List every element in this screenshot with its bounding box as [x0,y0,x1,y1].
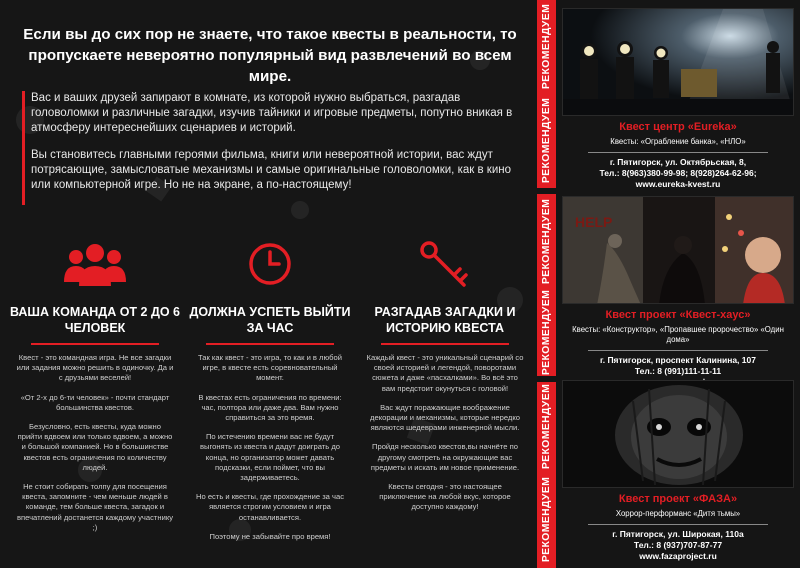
column-team [8,238,182,542]
intro-paragraph-2: Вы становитесь главными героями фильма, книги или невероятной истории, вас ждут потрясающие, замысловатые механизмы и самые оригинальные головоломки, как в кино или компьютерной игре. Но не на экране, а по-настоящему! [31,149,511,191]
column-paragraph: Вас ждут поражающие воображение декорации и механизмы, которые нередко являются шедеврами инженерной мысли. [370,402,520,433]
quest-card-faza [562,380,794,562]
column-paragraph: Каждый квест - это уникальный сценарий со своей историей и легендой, поворотами сюжета и даже «пасхалками». Во всё это вам предстоит окунуться с головой! [366,353,524,393]
quest-photo [562,380,794,488]
recommendations-panel [556,0,800,568]
quest-title: Квест центр «Eureka» [619,121,737,133]
column-paragraph: По истечению времени вас не будут выгонять из квеста и дадут доиграть до конца, но организатор может давать подсказки, если поймет, что вы задерживаетесь. [200,432,340,483]
divider [206,343,334,345]
quest-photo [562,8,794,116]
divider [31,343,159,345]
column-title: ВАША КОМАНДА ОТ 2 ДО 6 ЧЕЛОВЕК [9,305,181,335]
column-paragraph: В квестах есть ограничения по времени: час, полтора или даже два. Вам нужно справиться за это время. [198,392,342,423]
column-paragraph: Квесты сегодня - это настоящее приключение на любой вкус, которое доступно каждому! [379,482,511,512]
strip-label: РЕКОМЕНДУЕМ [541,198,553,284]
column-body [358,353,532,513]
quest-subtitle: Квесты: «Конструктор», «Пропавшее пророчество» «Один дома» [572,325,784,344]
column-paragraph: Квест - это командная игра. Не все загадки или задания можно решить в одиночку. Да и с друзьями веселей! [16,353,174,383]
quest-address: г. Пятигорск, проспект Калинина, 107 [600,355,756,365]
quest-address: г. Пятигорск, ул. Октябрьская, 8, [609,157,747,167]
column-time [183,238,357,551]
people-icon [8,238,182,290]
quest-card-eureka [562,8,794,190]
recommend-strip [537,0,556,568]
column-paragraph: Пройдя несколько квестов,вы начнёте по другому смотреть на окружающие вас предметы и искать им новое применение. [370,442,520,472]
strip-label: РЕКОМЕНДУЕМ [541,97,553,183]
quest-card-kvest-haus [562,196,794,388]
quest-phone: Тел.: 8 (937)707-87-77 [633,540,723,550]
intro-block [22,91,522,205]
divider [588,350,768,351]
column-body [183,353,357,542]
column-paragraph: Не стоит собирать толпу для посещения квеста, запомните - чем меньше людей в команде, тем больше квеста, загадок и впечатлений достанется каждому участнику ;) [16,482,174,532]
strip-label: РЕКОМЕНДУЕМ [541,476,553,562]
quest-subtitle: Квесты: «Ограбление банка», «НЛО» [610,137,746,146]
divider [588,152,768,153]
column-title: ДОЛЖНА УСПЕТЬ ВЫЙТИ ЗА ЧАС [189,305,351,335]
quest-subtitle: Хоррор-перформанс «Дитя тьмы» [615,509,741,518]
column-paragraph: Поэтому не забывайте про время! [209,531,331,541]
column-paragraph: Так как квест - это игра, то как и в любой игре, в квесте есть соревновательный момент. [197,353,343,383]
quest-title: Квест проект «ФАЗА» [618,493,738,505]
quest-phone: Тел.: 8(963)380-99-98; 8(928)264-62-96; [599,168,757,178]
quest-title: Квест проект «Квест-хаус» [605,309,751,321]
svg-text:HELP: HELP [575,214,613,230]
column-body [8,353,182,533]
quest-address: г. Пятигорск, ул. Широкая, 110а [612,529,744,539]
headline: Если вы до сих пор не знаете, что такое квесты в реальности, то пропускаете невероятно популярный вид развлечений во всем мире. [23,26,517,85]
strip-label: РЕКОМЕНДУЕМ [541,289,553,375]
quest-website[interactable]: www.fazaproject.ru [639,551,717,561]
strip-label: РЕКОМЕНДУЕМ [541,3,553,89]
quest-website[interactable]: www.eureka-kvest.ru [635,179,721,189]
column-title: РАЗГАДАВ ЗАГАДКИ И ИСТОРИЮ КВЕСТА [374,305,516,335]
strip-label: РЕКОМЕНДУЕМ [541,383,553,469]
key-icon [358,238,532,290]
column-paragraph: Но есть и квесты, где прохождение за час является строгим условием и игра останавливается. [196,492,344,522]
divider [588,524,768,525]
column-paragraph: Безусловно, есть квесты, куда можно прийти вдвоем или только вдвоем, а можно и большой компанией. Но в большинстве квестов есть ограничения по количеству людей. [17,422,173,472]
quest-phone: Тел.: 8 (991)111-11-11 [634,366,722,376]
intro-paragraph-1: Вас и ваших друзей запирают в комнате, из которой нужно выбраться, разгадав головоломки и различные загадки, изучив тайники и игровые предметы, попутно вникая в атмосферу интереснейших сценариев и историй. [31,92,513,134]
column-paragraph: «От 2-х до 6-ти человек» - почти стандарт большинства квестов. [20,392,170,412]
column-story [358,238,532,522]
divider [381,343,509,345]
clock-icon [183,238,357,290]
quest-photo [562,196,794,304]
